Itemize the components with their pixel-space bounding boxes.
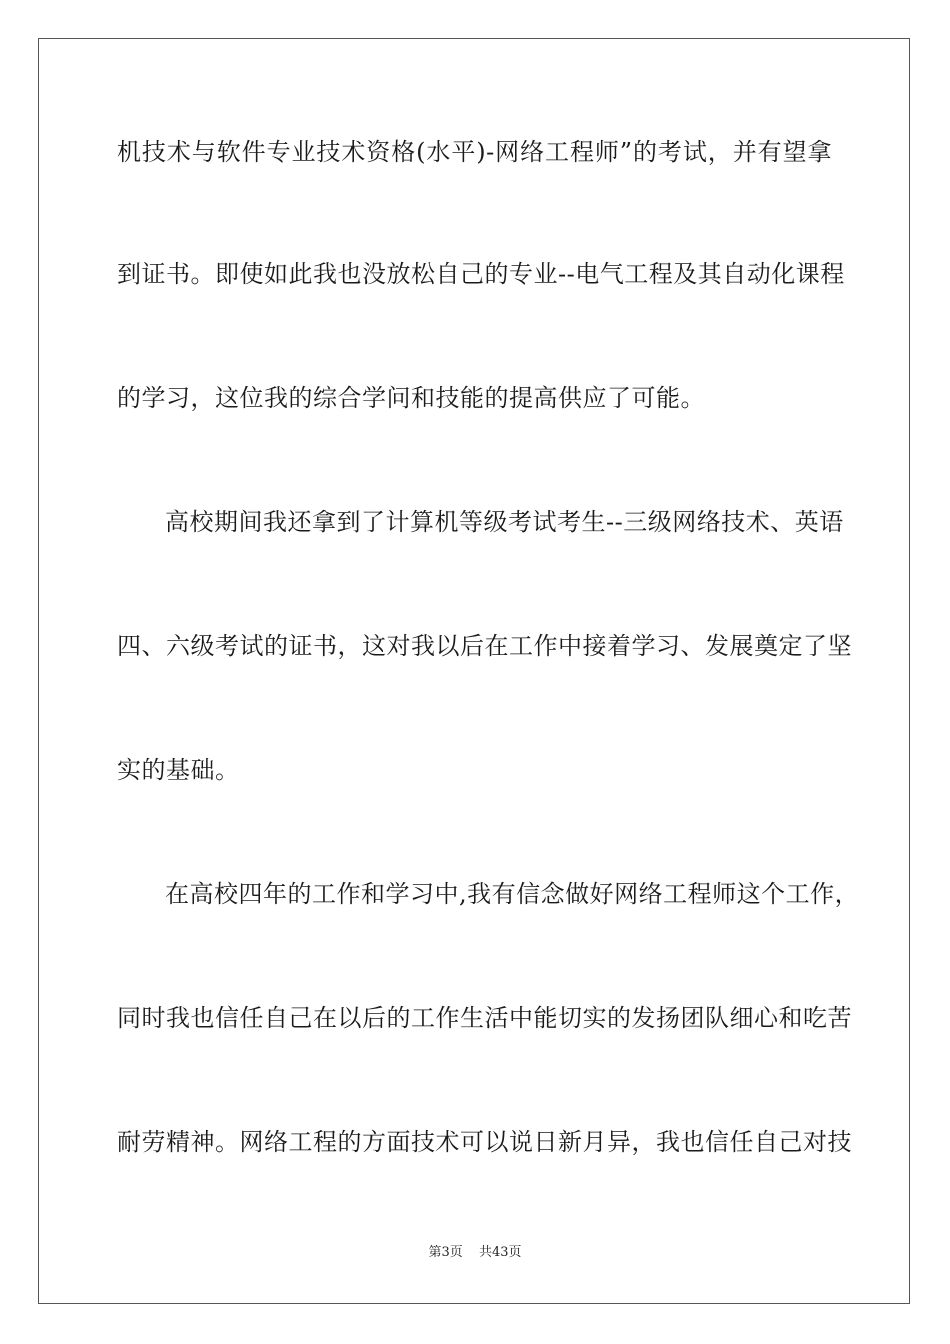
body-text-line-2: 到证书。即使如此我也没放松自己的专业--电气工程及其自动化课程 [117, 260, 845, 288]
body-text-line-7: 在高校四年的工作和学习中,我有信念做好网络工程师这个工作， [165, 880, 860, 908]
body-text-line-8: 同时我也信任自己在以后的工作生活中能切实的发扬团队细心和吃苦 [117, 1004, 852, 1032]
page-border [38, 38, 910, 1304]
page-total: 共43页 [478, 1245, 522, 1260]
page-number: 第3页 [428, 1245, 463, 1260]
body-text-line-3: 的学习，这位我的综合学问和技能的提高供应了可能。 [117, 384, 705, 412]
body-text-line-1: 机技术与软件专业技术资格(水平)-网络工程师”的考试，并有望拿 [117, 138, 832, 166]
page-footer [0, 1244, 950, 1262]
body-text-line-4: 高校期间我还拿到了计算机等级考试考生--三级网络技术、英语 [165, 508, 844, 536]
body-text-line-5: 四、六级考试的证书，这对我以后在工作中接着学习、发展奠定了坚 [117, 632, 852, 660]
body-text-line-6: 实的基础。 [117, 756, 240, 784]
body-text-line-9: 耐劳精神。网络工程的方面技术可以说日新月异，我也信任自己对技 [117, 1128, 852, 1156]
